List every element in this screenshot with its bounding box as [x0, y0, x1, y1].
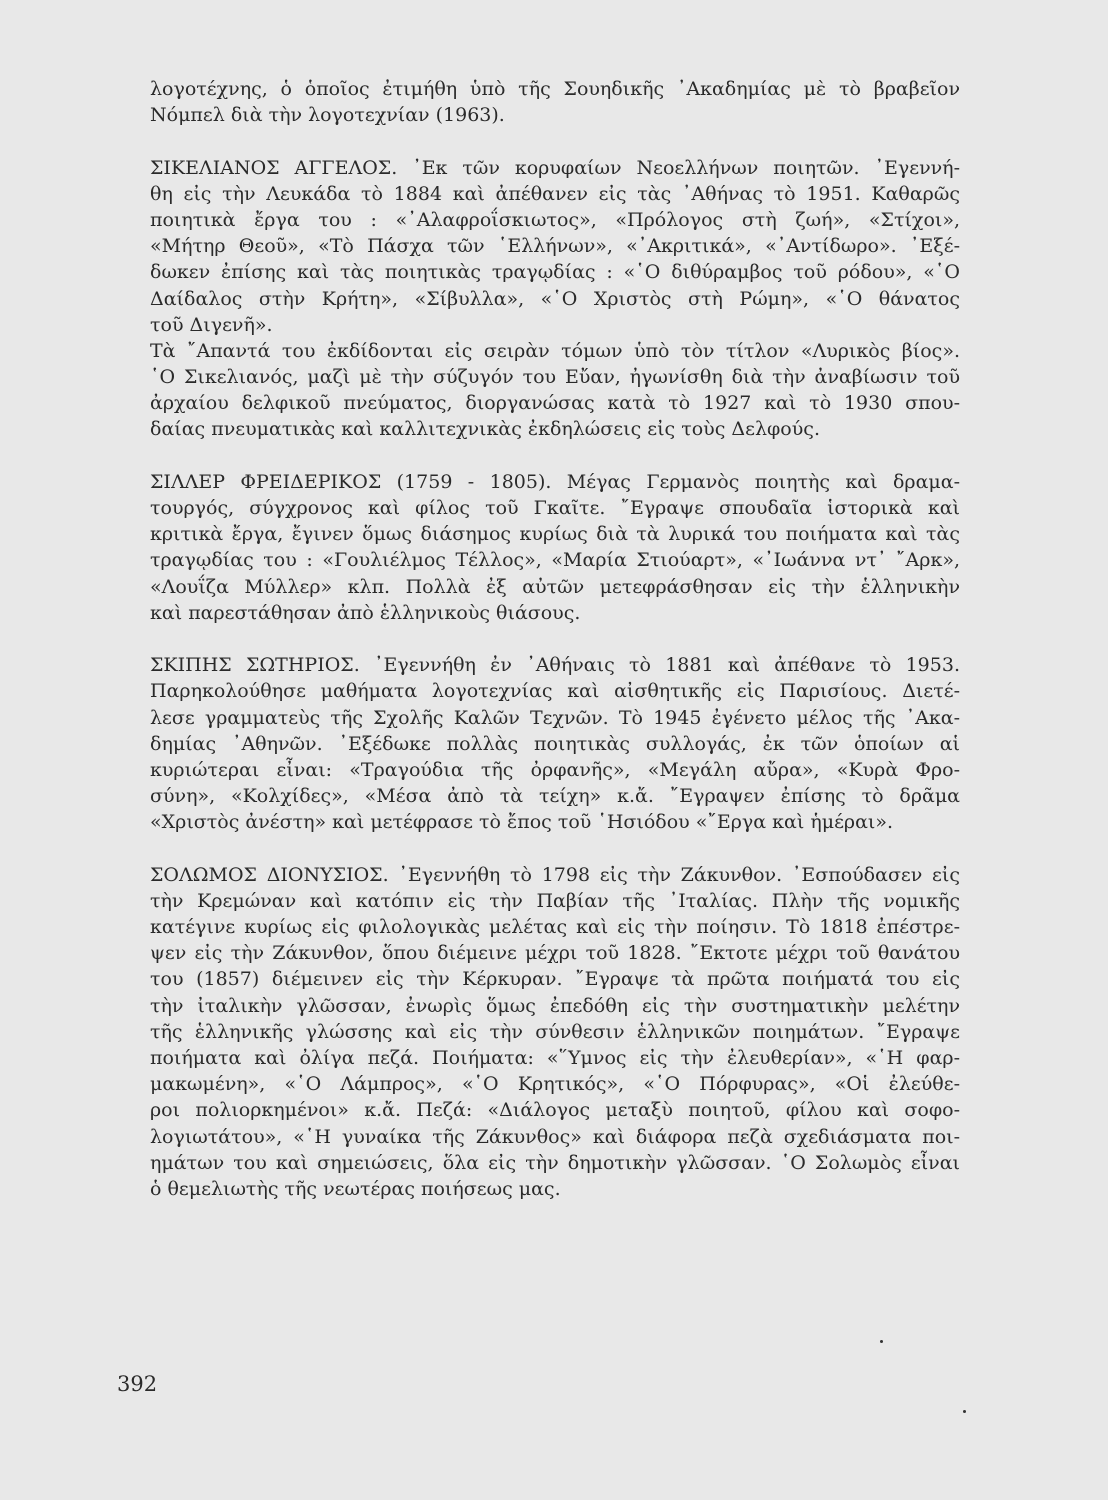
entry-skipis [150, 652, 960, 835]
entry-heading-line: ΣΙΚΕΛΙΑΝΟΣ ΑΓΓΕΛΟΣ. ᾿Εκ τῶν κορυφαίων Νεοελλήνων ποιητῶν. ᾿Εγεννή- [150, 156, 960, 179]
text-line: ῾Ο Σικελιανός, μαζὶ μὲ τὴν σύζυγόν του Εὔαν, ἠγωνίσθη διὰ τὴν ἀναβίωσιν τοῦ [150, 366, 960, 389]
text-line: ποιητικὰ ἔργα του : «᾿Αλαφροΐσκιωτος», «Πρόλογος στὴ ζωή», «Στίχοι», [150, 208, 960, 231]
text-line: ροι πολιορκημένοι» κ.ἄ. Πεζά: «Διάλογος μεταξὺ ποιητοῦ, φίλου καὶ σοφο- [150, 1099, 960, 1122]
text-line: δωκεν ἐπίσης καὶ τὰς ποιητικὰς τραγῳδίας : «῾Ο διθύραμβος τοῦ ρόδου», «῾Ο [150, 261, 960, 284]
text-line: λογιωτάτου», «῾Η γυναίκα τῆς Ζάκυνθος» καὶ διάφορα πεζὰ σχεδιάσματα ποι- [150, 1125, 960, 1148]
text-line: σύνη», «Κολχίδες», «Μέσα ἀπὸ τὰ τείχη» κ.ἄ. ῎Εγραψεν ἐπίσης τὸ δρᾶμα [150, 785, 960, 808]
page-text [150, 76, 960, 1202]
text-line: Παρηκολούθησε μαθήματα λογοτεχνίας καὶ αἰσθητικῆς εἰς Παρισίους. Διετέ- [150, 680, 960, 703]
text-line: τουργός, σύγχρονος καὶ φίλος τοῦ Γκαῖτε. ῎Εγραψε σπουδαῖα ἱστορικὰ καὶ [150, 497, 960, 519]
text-line: τὴν Κρεμώναν καὶ κατόπιν εἰς τὴν Παβίαν τῆς ᾿Ιταλίας. Πλὴν τῆς νομικῆς [150, 889, 960, 912]
text-line: Νόμπελ διὰ τὴν λογοτεχνίαν (1963). [150, 104, 505, 127]
text-line: τὴν ἰταλικὴν γλῶσσαν, ἐνωρὶς ὅμως ἐπεδόθη εἰς τὴν συστηματικὴν μελέτην [150, 994, 960, 1017]
text-line: ποιήματα καὶ ὀλίγα πεζά. Ποιήματα: «῞Υμνος εἰς τὴν ἐλευθερίαν», «῾Η φαρ- [150, 1046, 960, 1069]
text-line: κατέγινε κυρίως εἰς φιλολογικὰς μελέτας καὶ εἰς τὴν ποίησιν. Τὸ 1818 ἐπέστρε- [150, 916, 960, 938]
entry-heading-line: ΣΙΛΛΕΡ ΦΡΕΙΔΕΡΙΚΟΣ (1759 - 1805). Μέγας Γερμανὸς ποιητὴς καὶ δραμα- [150, 470, 960, 493]
text-line: θη εἰς τὴν Λευκάδα τὸ 1884 καὶ ἀπέθανεν εἰς τὰς ᾿Αθήνας τὸ 1951. Καθαρῶς [150, 182, 960, 205]
text-line: καὶ παρεστάθησαν ἀπὸ ἑλληνικοὺς θιάσους. [150, 601, 581, 624]
text-line: «Λουΐζα Μύλλερ» κλπ. Πολλὰ ἐξ αὐτῶν μετεφράσθησαν εἰς τὴν ἑλληνικὴν [150, 575, 960, 598]
intro-continuation [150, 76, 960, 128]
entry-heading-line: ΣΟΛΩΜΟΣ ΔΙΟΝΥΣΙΟΣ. ᾿Εγεννήθη τὸ 1798 εἰς τὴν Ζάκυνθον. ᾿Εσπούδασεν εἰς [150, 863, 960, 886]
text-line: ἀρχαίου δελφικοῦ πνεύματος, διοργανώσας κατὰ τὸ 1927 καὶ τὸ 1930 σπου- [150, 392, 960, 415]
text-line: Τὰ ῎Απαντά του ἐκδίδονται εἰς σειρὰν τόμων ὑπὸ τὸν τίτλον «Λυρικὸς βίος». [150, 339, 960, 362]
entry-heading-line: ΣΚΙΠΗΣ ΣΩΤΗΡΙΟΣ. ᾿Εγεννήθη ἐν ᾿Αθήναις τὸ 1881 καὶ ἀπέθανε τὸ 1953. [150, 654, 960, 677]
text-line: του (1857) διέμεινεν εἰς τὴν Κέρκυραν. ῎Εγραψε τὰ πρῶτα ποιήματά του εἰς [150, 968, 960, 991]
text-line: τῆς ἑλληνικῆς γλώσσης καὶ εἰς τὴν σύνθεσιν ἑλληνικῶν ποιημάτων. ῎Εγραψε [150, 1020, 960, 1043]
entry-solomos [150, 862, 960, 1202]
text-line: ψεν εἰς τὴν Ζάκυνθον, ὅπου διέμεινε μέχρι τοῦ 1828. ῎Εκτοτε μέχρι τοῦ θανάτου [150, 942, 960, 965]
page-number: 392 [117, 1372, 158, 1396]
entry-sikelianos [150, 155, 960, 443]
text-line: «Χριστὸς ἀνέστη» καὶ μετέφρασε τὸ ἔπος τοῦ ῾Ησιόδου «῎Εργα καὶ ἡμέραι». [150, 811, 894, 834]
text-line: μακωμένη», «῾Ο Λάμπρος», «῾Ο Κρητικός», «῾Ο Πόρφυρας», «Οἱ ἐλεύθε- [150, 1073, 960, 1096]
text-line: Δαίδαλος στὴν Κρήτη», «Σίβυλλα», «῾Ο Χριστὸς στὴ Ρώμη», «῾Ο θάνατος [150, 287, 960, 310]
text-line: κυριώτεραι εἶναι: «Τραγούδια τῆς ὀρφανῆς», «Μεγάλη αὔρα», «Κυρὰ Φρο- [150, 758, 960, 781]
text-line: ὁ θεμελιωτὴς τῆς νεωτέρας ποιήσεως μας. [150, 1177, 561, 1200]
text-line: τοῦ Διγενῆ». [150, 313, 273, 336]
text-line: κριτικὰ ἔργα, ἔγινεν ὅμως διάσημος κυρίως διὰ τὰ λυρικά του ποιήματα καὶ τὰς [150, 523, 960, 546]
text-line: ημάτων του καὶ σημειώσεις, ὅλα εἰς τὴν δημοτικὴν γλῶσσαν. ῾Ο Σολωμὸς εἶναι [150, 1151, 960, 1174]
text-line: δαίας πνευματικὰς καὶ καλλιτεχνικὰς ἐκδηλώσεις εἰς τοὺς Δελφούς. [150, 418, 820, 441]
entry-siller [150, 469, 960, 626]
speck-mark [963, 1410, 966, 1413]
text-line: «Μήτηρ Θεοῦ», «Τὸ Πάσχα τῶν ῾Ελλήνων», «᾿Ακριτικά», «᾿Αντίδωρο». ᾿Εξέ- [150, 235, 960, 258]
text-line: τραγῳδίας του : «Γουλιέλμος Τέλλος», «Μαρία Στιούαρτ», «᾿Ιωάννα ντ᾿ ῎Αρκ», [150, 549, 960, 572]
text-line: δημίας ᾿Αθηνῶν. ᾿Εξέδωκε πολλὰς ποιητικὰς συλλογάς, ἐκ τῶν ὁποίων αἱ [150, 732, 960, 755]
speck-mark [880, 1340, 883, 1343]
text-line: λεσε γραμματεὺς τῆς Σχολῆς Καλῶν Τεχνῶν. Τὸ 1945 ἐγένετο μέλος τῆς ᾿Ακα- [150, 706, 960, 729]
text-line: λογοτέχνης, ὁ ὁποῖος ἐτιμήθη ὑπὸ τῆς Σουηδικῆς ᾿Ακαδημίας μὲ τὸ βραβεῖον [150, 78, 960, 100]
